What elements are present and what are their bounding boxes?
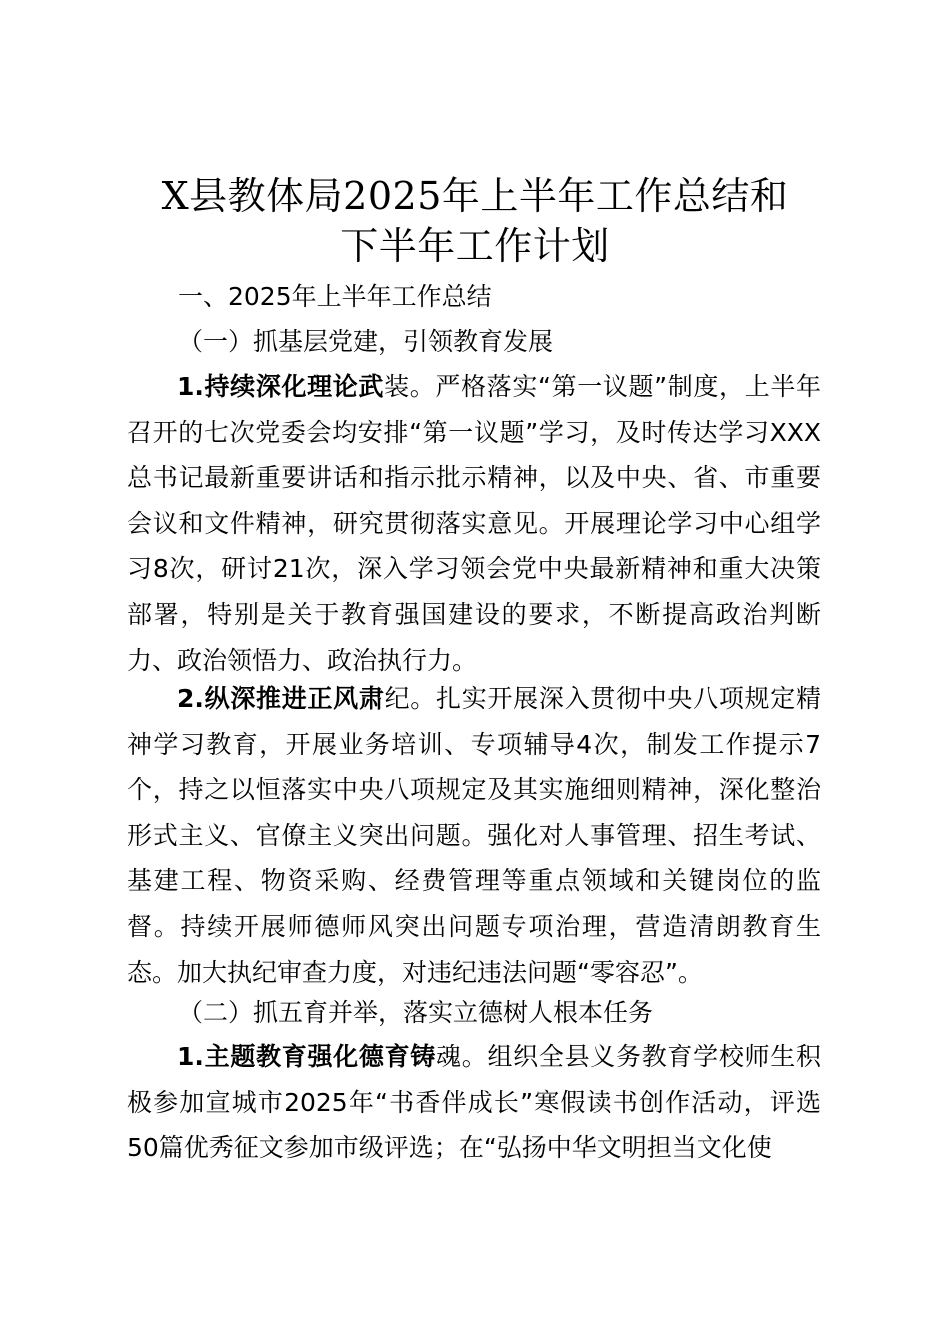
paragraph-1-text: 装。严格落实“第一议题”制度，上半年召开的七次党委会均安排“第一议题”学习，及时传达学习XXX总书记最新重要讲话和指示批示精神，以及中央、省、市重要会议和文件精神，研究贯彻落实意见。开展理论学习中心组学习8次，研讨21次，深入学习领会党中央最新精神和重大决策部署，特别是关于教育强国建设的要求，不断提高政治判断力、政治领悟力、政治执行力。 — [127, 372, 821, 675]
section-heading: 一、2025年上半年工作总结 — [178, 282, 492, 311]
paragraph-3-text: 魂。组织全县义务教育学校师生积极参加宣城市2025年“书香伴成长”寒假读书创作活动，评选50篇优秀征文参加市级评选；在“弘扬中华文明担当文化使 — [127, 1042, 821, 1163]
paragraph-2 — [127, 676, 821, 995]
paragraph-3 — [127, 1034, 821, 1171]
paragraph-3-lead: 1.主题教育强化德育铸 — [177, 1042, 437, 1071]
paragraph-2-text: 纪。扎实开展深入贯彻中央八项规定精神学习教育，开展业务培训、专项辅导4次，制发工作提示7个，持之以恒落实中央八项规定及其实施细则精神，深化整治形式主义、官僚主义突出问题。强化对人事管理、招生考试、基建工程、物资采购、经费管理等重点领域和关键岗位的监督。持续开展师德师风突出问题专项治理，营造清朗教育生态。加大执纪审查力度，对违纪违法问题“零容忍”。 — [127, 684, 821, 987]
paragraph-1 — [127, 364, 821, 683]
paragraph-2-lead: 2.纵深推进正风肃 — [177, 684, 385, 713]
document-title-line-2: 下半年工作计划 — [340, 224, 610, 268]
subsection-heading-2: （二）抓五育并举，落实立德树人根本任务 — [178, 998, 654, 1027]
subsection-heading-1: （一）抓基层党建，引领教育发展 — [178, 327, 554, 356]
document-title-line-1: X县教体局2025年上半年工作总结和 — [161, 174, 789, 218]
paragraph-1-lead: 1.持续深化理论武 — [177, 372, 385, 401]
